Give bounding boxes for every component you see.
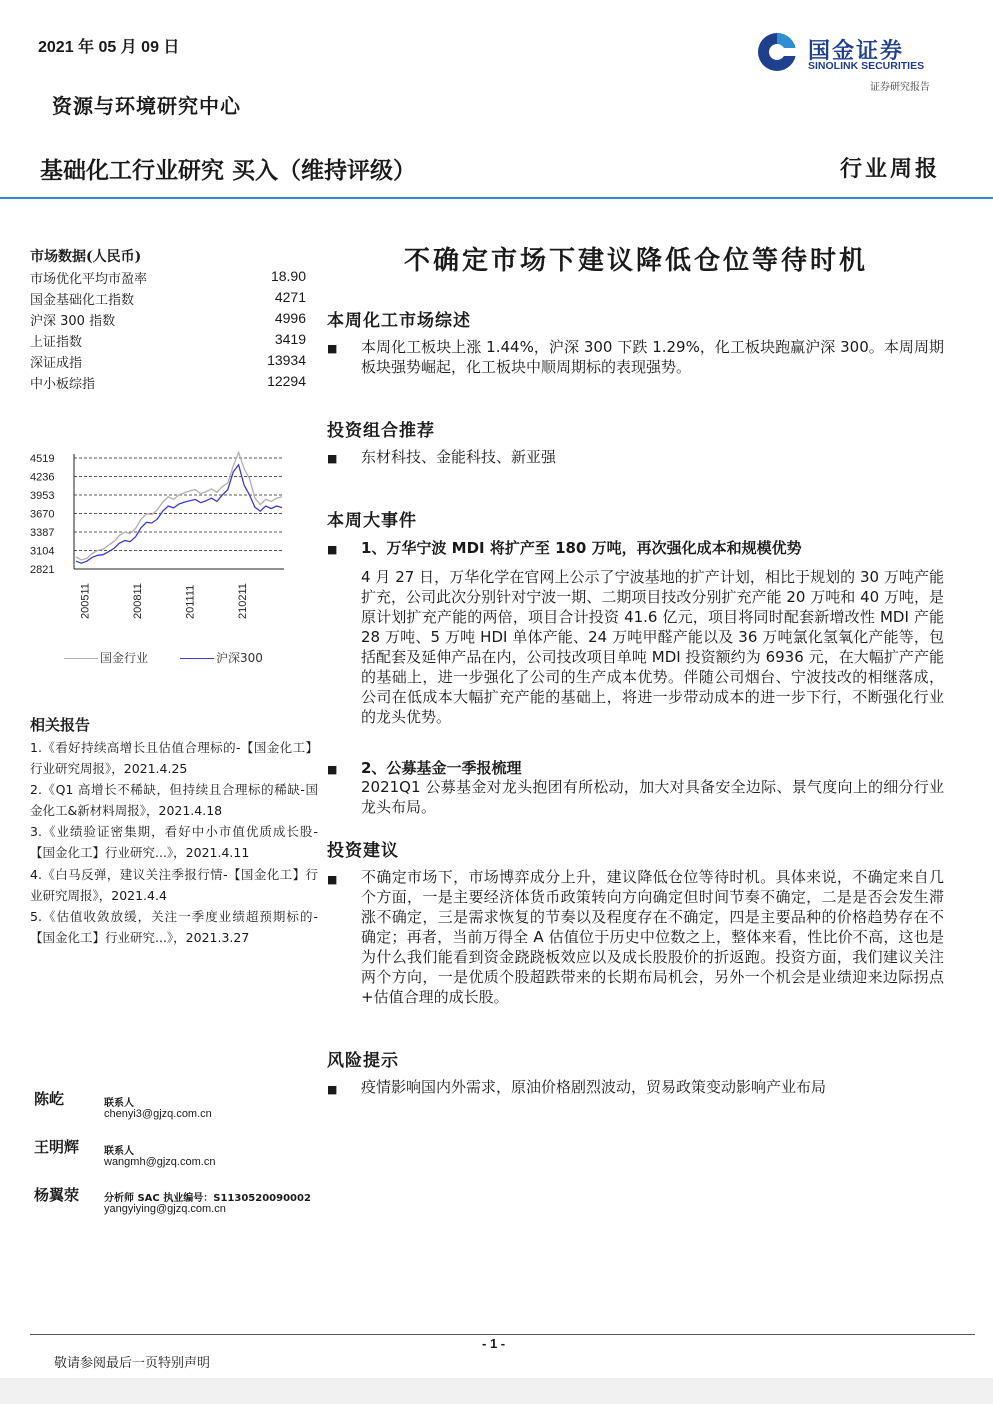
market-value: 4271 — [274, 289, 306, 305]
series-line-industry — [76, 452, 282, 560]
market-value: 3419 — [274, 331, 306, 347]
bullet-icon: ■ — [327, 873, 338, 886]
analyst-role: 联系人 — [104, 1146, 134, 1157]
analyst-email[interactable]: chenyi3@gjzq.com.cn — [104, 1108, 212, 1120]
logo-text: 国金证券 — [808, 39, 905, 64]
market-value: 18.90 — [270, 268, 306, 284]
related-report-link[interactable]: 4.《白马反弹，建议关注季报行情-【国金化工】行业研究周报》，2021.4.4 — [30, 867, 318, 903]
bullet-icon: ■ — [327, 452, 338, 465]
market-label: 市场优化平均市盈率 — [30, 272, 148, 287]
disclaimer-note: 敬请参阅最后一页特别声明 — [54, 1356, 211, 1371]
x-tick-label: 201111 — [184, 584, 197, 619]
y-tick-label: 4236 — [30, 471, 55, 484]
footer-band — [0, 1378, 993, 1404]
x-tick-label: 200511 — [79, 583, 92, 619]
market-row — [30, 310, 306, 331]
related-report-link[interactable]: 5.《估值收敛放缓，关注一季度业绩超预期标的-【国金化工】行业研究...》，2021.3.27 — [30, 909, 318, 945]
section-text-risk: 疫情影响国内外需求，原油价格剧烈波动，贸易政策变动影响产业布局 — [361, 1078, 827, 1096]
y-tick-label: 4519 — [30, 453, 55, 465]
event-2-title: 2、公募基金一季报梳理 — [361, 759, 522, 777]
series-line-hs300 — [76, 465, 282, 563]
logo-text-en: SINOLINK SECURITIES — [808, 60, 925, 72]
bullet-icon: ■ — [327, 763, 338, 776]
index-line-chart — [28, 446, 288, 646]
y-tick-label: 2821 — [30, 564, 55, 576]
header-divider — [0, 197, 993, 199]
market-row — [30, 331, 306, 352]
y-tick-label: 3104 — [30, 545, 55, 558]
legend-label: 沪深300 — [216, 651, 263, 665]
event-2-text: 2021Q1 公募基金对龙头抱团有所松动，加大对具备安全边际、景气度向上的细分行业龙头布局。 — [361, 778, 944, 816]
report-title: 不确定市场下建议降低仓位等待时机 — [403, 246, 868, 276]
analyst-email[interactable]: yangyiying@gjzq.com.cn — [104, 1203, 226, 1215]
research-center: 资源与环境研究中心 — [52, 94, 241, 118]
analyst-name: 杨翼荥 — [34, 1186, 80, 1204]
report-type: 行业周报 — [839, 156, 940, 182]
analyst-name: 陈屹 — [34, 1090, 65, 1108]
section-heading-portfolio: 投资组合推荐 — [327, 421, 435, 441]
market-label: 国金基础化工指数 — [30, 293, 135, 308]
legend-label: 国金行业 — [100, 651, 149, 665]
y-tick-label: 3387 — [30, 527, 55, 539]
analyst-name: 王明辉 — [34, 1138, 80, 1156]
legend-item-industry — [64, 649, 148, 666]
section-heading-events: 本周大事件 — [327, 511, 417, 531]
section-heading-risk: 风险提示 — [327, 1051, 399, 1071]
y-tick-label: 3953 — [30, 490, 55, 502]
market-row — [30, 268, 306, 289]
market-row — [30, 352, 306, 373]
related-reports-title: 相关报告 — [30, 716, 91, 734]
section-heading-investment-advice: 投资建议 — [327, 841, 399, 861]
legend-swatch — [180, 658, 214, 659]
section-heading-market-review: 本周化工市场综述 — [327, 311, 471, 331]
market-label: 上证指数 — [30, 335, 83, 350]
report-subtitle: 基础化工行业研究 买入（维持评级） — [40, 158, 417, 184]
x-tick-label: 210211 — [236, 583, 249, 619]
bullet-icon: ■ — [327, 342, 338, 355]
analyst-email[interactable]: wangmh@gjzq.com.cn — [104, 1156, 216, 1168]
market-label: 深证成指 — [30, 356, 83, 371]
x-tick-label: 200811 — [131, 583, 144, 619]
footer-divider — [30, 1334, 975, 1335]
market-data-title: 市场数据(人民币) — [30, 249, 142, 265]
section-text-investment-advice: 不确定市场下，市场博弈成分上升，建议降低仓位等待时机。具体来说，不确定来自几个方面，一是主要经济体货币政策转向方向确定但时间节奏不确定，二是是否会发生滞涨不确定，三是需求恢复的节奏以及程度存在不确定，四是主要品种的价格趋势存在不确定；再者，当前万得全 A 估值位于历史中位数之上，整体来看，性比价不高，这也是为什么我们能看到资金跷跷板效应以及成长股股价的折返跑。投资方面，我们建议关注两个方向，一是优质个股超跌带来的长期布局机会，另外一个机会是业绩迎来边际拐点+估值合理的成长股。 — [361, 868, 944, 1006]
event-1-text: 4 月 27 日，万华化学在官网上公示了宁波基地的扩产计划，相比于规划的 30 万吨产能扩充，公司此次分别针对宁波一期、二期项目技改分别扩充产能 20 万吨和 40 万吨，是原计划扩充产能的两倍，项目合计投资 41.6 亿元，项目将同时配套新增改性 MDI 产能 28 万吨、5 万吨 HDI 单体产能、24 万吨甲醛产能以及 36 万吨氯化氢氧化产能等，包括配套及延伸产品在内，公司技改项目单吨 MDI 投资额约为 6936 元，在大幅扩产产能的基础上，进一步强化了公司的生产成本优势。伴随公司烟台、宁波技改的相继落成，公司在低成本大幅扩充产能的基础上，将进一步带动成本的进一步下行，不断强化行业的龙头优势。 — [361, 568, 944, 726]
market-value: 13934 — [267, 352, 306, 368]
bullet-icon: ■ — [327, 1083, 338, 1096]
y-tick-label: 3670 — [30, 508, 55, 521]
related-report-link[interactable]: 2.《Q1 高增长不稀缺，但持续且合理标的稀缺-国金化工&新材料周报》，2021.4.18 — [30, 782, 318, 818]
report-date: 2021 年 05 月 09 日 — [38, 39, 180, 56]
logo-tagline: 证券研究报告 — [870, 82, 930, 93]
section-text-portfolio: 东材科技、金能科技、新亚强 — [361, 448, 557, 466]
market-row — [30, 289, 306, 310]
legend-swatch — [64, 658, 98, 659]
related-report-link[interactable]: 3.《业绩验证密集期，看好中小市值优质成长股-【国金化工】行业研究...》，2021.4.11 — [30, 824, 318, 860]
page-number: - 1 - — [482, 1336, 506, 1351]
legend-item-hs300 — [180, 649, 263, 666]
market-value: 4996 — [274, 310, 306, 326]
analyst-role: 联系人 — [104, 1098, 134, 1109]
market-row — [30, 373, 306, 394]
market-label: 中小板综指 — [30, 377, 96, 392]
section-text-market-review: 本周化工板块上涨 1.44%，沪深 300 下跌 1.29%，化工板块跑赢沪深 300。本周周期板块强势崛起，化工板块中顺周期标的表现强势。 — [361, 338, 944, 376]
bullet-icon: ■ — [327, 543, 338, 556]
event-1-title: 1、万华宁波 MDI 将扩产至 180 万吨，再次强化成本和规模优势 — [361, 539, 802, 557]
related-report-link[interactable]: 1.《看好持续高增长且估值合理标的-【国金化工】行业研究周报》，2021.4.25 — [30, 740, 318, 776]
analyst-role: 分析师 SAC 执业编号：S1130520090002 — [104, 1193, 311, 1204]
market-label: 沪深 300 指数 — [30, 314, 116, 329]
market-value: 12294 — [267, 373, 306, 389]
